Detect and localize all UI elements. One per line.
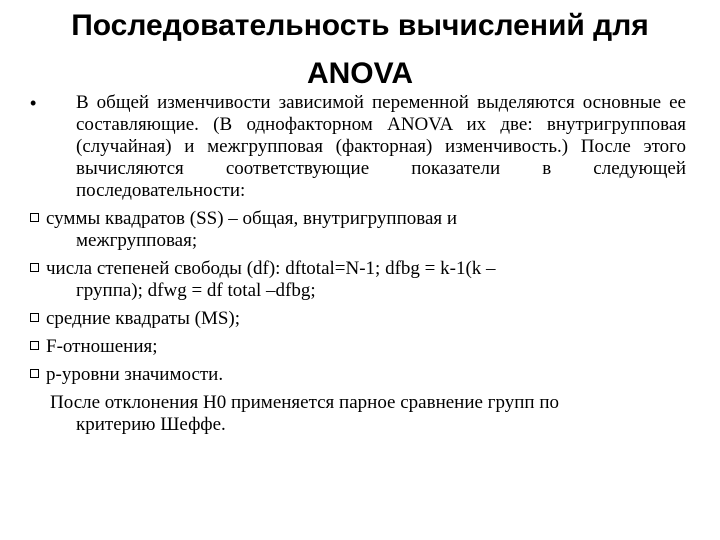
- list-item-p: [30, 364, 686, 386]
- closing-line-2: критерию Шеффе.: [76, 414, 226, 435]
- list-item-line-1: числа степеней свободы (df): dftotal=N-1; dfbg = k-1(k –: [46, 258, 496, 279]
- list-item-line-1: р-уровни значимости.: [46, 364, 224, 385]
- checkbox-square-icon: [30, 313, 39, 322]
- checkbox-square-icon: [30, 369, 39, 378]
- list-item-line-1: средние квадраты (MS);: [46, 308, 241, 329]
- closing-paragraph: [30, 392, 686, 436]
- intro-text: В общей изменчивости зависимой переменной выделяются основные ее составляющие. (В однофакторном ANOVA их две: внутригрупповая (случайная) и межгрупповая (факторная) изменчивость.) После этого вычисляются соответствующие показатели в следующей последовательности:: [76, 92, 686, 201]
- checkbox-square-icon: [30, 213, 39, 222]
- closing-line-1: После отклонения Н0 применяется парное сравнение групп по: [50, 392, 559, 413]
- intro-paragraph: [30, 92, 686, 202]
- list-item-line-1: суммы квадратов (SS) – общая, внутригрупповая и: [46, 208, 458, 229]
- list-item-line-2: межгрупповая;: [76, 230, 198, 251]
- list-item-f: [30, 336, 686, 358]
- checkbox-square-icon: [30, 341, 39, 350]
- bullet-dot-icon: •: [30, 93, 37, 113]
- list-item-ss: [30, 208, 686, 252]
- list-item-df: [30, 258, 686, 302]
- slide-content: [30, 92, 686, 436]
- title-line-2: ANOVA: [306, 57, 414, 90]
- title-line-1: Последовательность вычислений для: [71, 9, 649, 42]
- slide-title: [0, 2, 720, 98]
- checkbox-square-icon: [30, 263, 39, 272]
- list-item-line-1: F-отношения;: [46, 336, 158, 357]
- list-item-ms: [30, 308, 686, 330]
- list-item-line-2: группа); dfwg = df total –dfbg;: [76, 280, 316, 301]
